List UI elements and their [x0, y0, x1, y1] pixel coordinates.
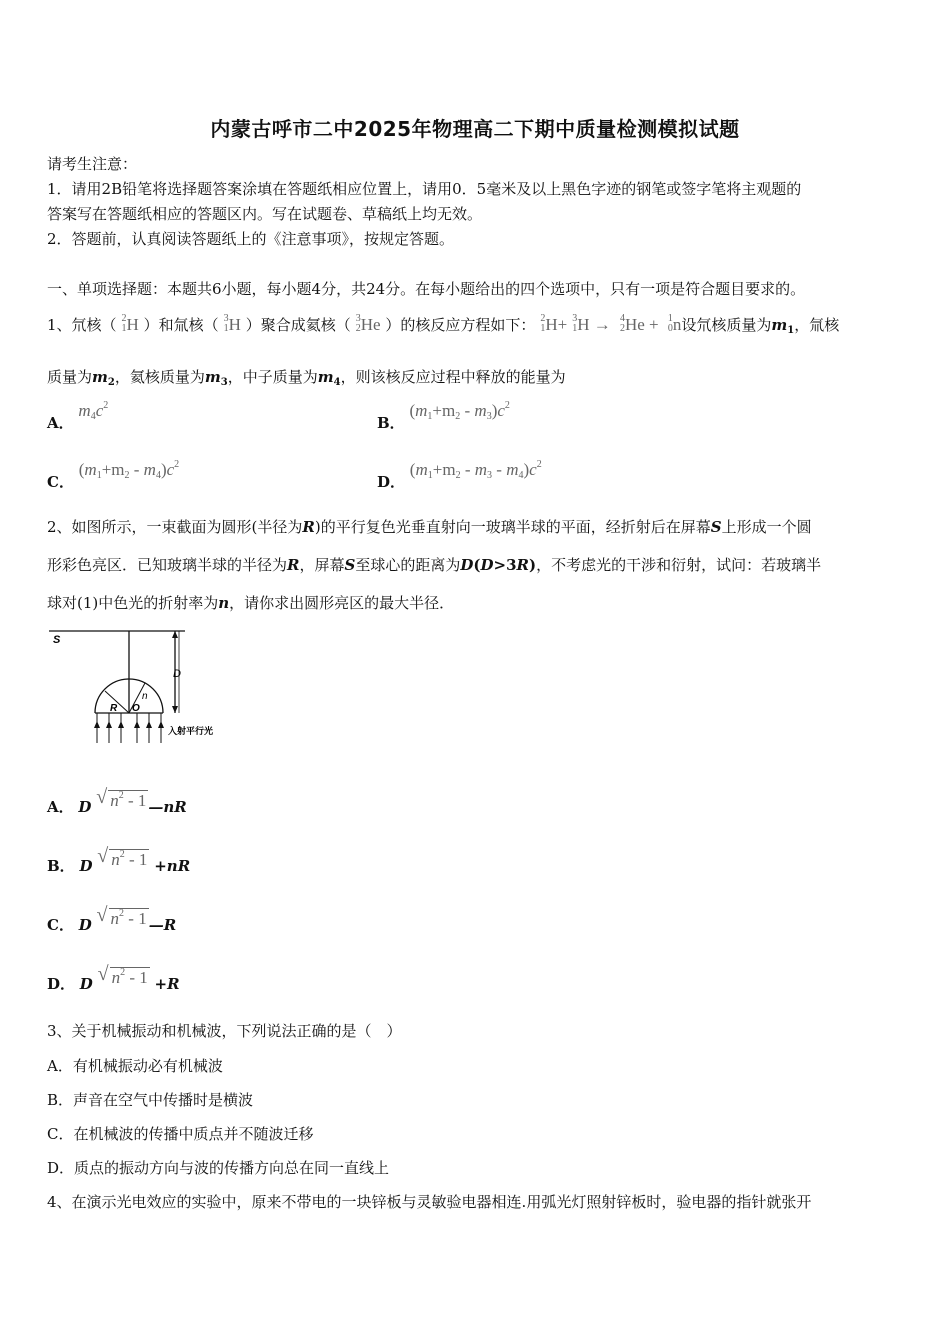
- q2-line1-text-a: 2、如图所示，一束截面为圆形(半径为: [47, 518, 303, 536]
- q1-text-4: ）的核反应方程如下：: [385, 316, 536, 334]
- q3-option-d[interactable]: D．质点的振动方向与波的传播方向总在同一直线上: [47, 1159, 390, 1177]
- option-letter: C．: [47, 916, 74, 934]
- q1-line2-text-a: 质量为: [47, 368, 93, 386]
- q2-line-3: 球对(1)中色光的折射率为n，请你求出圆形亮区的最大半径．: [47, 594, 455, 612]
- q1-text-1: 1、氘核（: [47, 316, 117, 334]
- option-letter: A．: [47, 414, 74, 432]
- q2-option-d[interactable]: D． D √ $n^2 - 1 +R$: [47, 963, 180, 993]
- q2-option-a[interactable]: A． D √ $n^2 - 1$ —nR: [47, 786, 187, 816]
- q1-text-2: ）和氚核（: [143, 316, 219, 334]
- q2-line2-text-a: 形彩色亮区．已知玻璃半球的半径为: [47, 556, 288, 574]
- q4-stem: 4、在演示光电效应的实验中，原来不带电的一块锌板与灵敏验电器相连.用弧光灯照射锌板时，验电器的指针就张开: [47, 1193, 812, 1211]
- q1-option-d[interactable]: [377, 459, 542, 493]
- q1-option-c[interactable]: [47, 459, 180, 493]
- option-c-tail: —R: [148, 916, 177, 934]
- q3-option-c[interactable]: C．在机械波的传播中质点并不随波迁移: [47, 1125, 314, 1143]
- option-b-tail: +nR: [154, 857, 191, 875]
- q2-line1-text-b: )的平行复色光垂直射向一玻璃半球的平面，经折射后在屏幕: [314, 518, 711, 536]
- option-letter: D．: [377, 473, 406, 491]
- fig-label-s: S: [53, 634, 61, 646]
- q3-stem: 3、关于机械振动和机械波，下列说法正确的是（ ）: [47, 1022, 402, 1040]
- q2-option-b[interactable]: B． D √ $n^2 - 1 +nR$: [47, 845, 191, 875]
- q2-line2-text-d: ，不考虑光的干涉和衍射，试问：若玻璃半: [536, 556, 822, 574]
- notice-line-1: 1．请用2B铅笔将选择题答案涂填在答题纸相应位置上，请用0．5毫米及以上黑色字迹的钢笔或签字笔将主观题的: [47, 180, 802, 198]
- notice-line-3: 2．答题前，认真阅读答题纸上的《注意事项》，按规定答题。: [47, 230, 455, 248]
- option-b-formula: $(m_1+m_2 - m_3)c^2$: [409, 400, 510, 422]
- option-a-formula: $m_4c^2$: [78, 400, 109, 422]
- q1-option-b[interactable]: [377, 400, 510, 434]
- notice-line-2: 答案写在答题纸相应的答题区内。写在试题卷、草稿纸上均无效。: [47, 205, 483, 223]
- q2-line2-text-c: 至球心的距离为: [355, 556, 461, 574]
- option-letter: B．: [377, 414, 405, 432]
- q1-text-5: 设氘核质量为: [681, 316, 772, 334]
- hemisphere-diagram: [47, 625, 232, 750]
- page-title: 内蒙古呼市二中2025年物理高二下期中质量检测模拟试题: [210, 117, 740, 141]
- q3-option-b[interactable]: B．声音在空气中传播时是横波: [47, 1091, 254, 1109]
- q1-text-6: ，氚核: [794, 316, 840, 334]
- sqrt-n2-minus-1: √ $n^2 - 1$: [96, 786, 147, 810]
- helium-symbol: 3 2 He: [355, 313, 381, 334]
- fig-label-incident-light: 入射平行光: [168, 727, 214, 737]
- q1-line2-text-b: ，氦核质量为: [114, 368, 205, 386]
- option-a-tail: —nR: [148, 798, 187, 816]
- section-heading: 一、单项选择题：本题共6小题，每小题4分，共24分。在每小题给出的四个选项中，只有一项是符合题目要求的。: [47, 280, 806, 298]
- q3-option-a[interactable]: A．有机械振动必有机械波: [47, 1057, 223, 1075]
- q2-line3-text-a: 球对(1)中色光的折射率为: [47, 594, 219, 612]
- option-letter: D．: [47, 975, 76, 993]
- fig-label-o: O: [132, 703, 140, 714]
- q1-line2-text-c: ，中子质量为: [227, 368, 318, 386]
- tritium-symbol: 3 1 H: [223, 313, 241, 334]
- q1-line-2: 质量为$m_2$，氦核质量为$m_3$，中子质量为$m_4$，则该核反应过程中释放的能量为: [47, 368, 566, 388]
- sqrt-n2-minus-1: √ $n^2 - 1$: [97, 963, 148, 987]
- option-letter: B．: [47, 857, 75, 875]
- q1-text-3: ）聚合成氦核（: [245, 316, 351, 334]
- option-letter: C．: [47, 473, 74, 491]
- option-letter: A．: [47, 798, 74, 816]
- sqrt-n2-minus-1: √ $n^2 - 1$: [96, 904, 147, 928]
- q2-line-1: 2、如图所示，一束截面为圆形(半径为R)的平行复色光垂直射向一玻璃半球的平面，经折射后在屏幕S上形成一个圆: [47, 518, 812, 536]
- deuterium-symbol: 2 1 H: [121, 313, 139, 334]
- q1-line2-text-d: ，则该核反应过程中释放的能量为: [340, 368, 566, 386]
- q1-option-a[interactable]: [47, 400, 109, 434]
- q2-option-c[interactable]: C． D √ $n^2 - 1$ —R: [47, 904, 177, 934]
- fig-label-n: n: [142, 691, 148, 702]
- q2-line-2: 形彩色亮区．已知玻璃半球的半径为R，屏幕S至球心的距离为D(D>3R)，不考虑光的干涉和衍射，试问：若玻璃半: [47, 556, 822, 574]
- sqrt-n2-minus-1: √ $n^2 - 1$: [97, 845, 148, 869]
- option-d-tail: +R: [154, 975, 180, 993]
- notice-heading: 请考生注意：: [47, 155, 138, 173]
- reaction-equation: 2 1 H+ 3 1 H → 4 2 He + 1 0 n: [540, 313, 682, 334]
- q2-line3-text-b: ，请你求出圆形亮区的最大半径．: [229, 594, 455, 612]
- fig-label-r: R: [110, 703, 118, 714]
- option-c-formula: $(m_1+m_2 - m_4)c^2$: [78, 459, 180, 481]
- q2-line1-text-c: 上形成一个圆: [721, 518, 812, 536]
- option-d-formula: $(m_1+m_2 - m_3 - m_4)c^2$: [409, 459, 542, 481]
- fig-label-d: D: [173, 668, 181, 680]
- q1-line-1: 1、氘核（ 2 1 H ）和氚核（ 3 1 H ）聚合成氦核（ 3 2 He ）的核反应方程如下： 2 1 H+ 3 1 H → 4 2 He + 1 0 n设氘核质量为$m_1$，氚核: [47, 313, 840, 336]
- q2-line2-text-b: ，屏幕: [299, 556, 345, 574]
